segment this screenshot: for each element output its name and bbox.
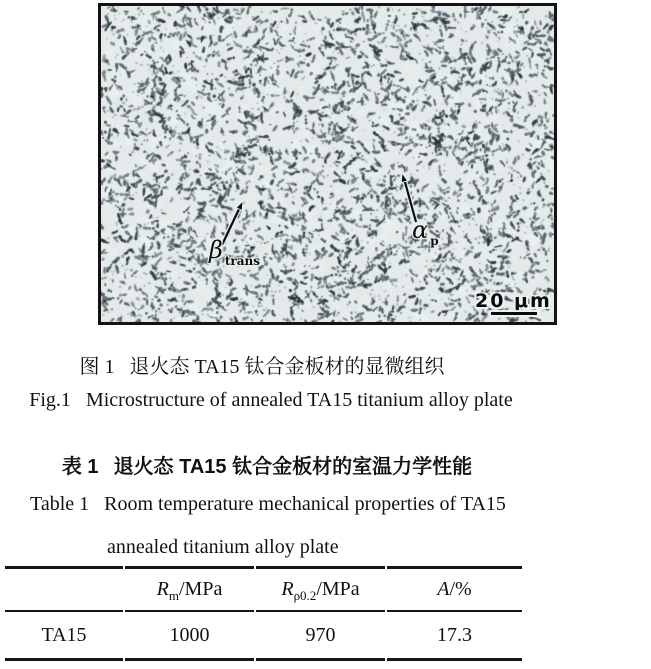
rp02-symbol: R [281, 578, 294, 600]
scale-bar-label: 20 μm [475, 290, 552, 312]
a-symbol: A [437, 578, 450, 600]
figure-caption-zh [0, 350, 524, 379]
col-header-empty [5, 566, 123, 612]
table-caption-en-line1-text: Room temperature mechanical properties of TA15 [104, 493, 506, 515]
rm-subscript: m [168, 588, 179, 603]
figure-caption-en [0, 389, 542, 412]
figure-number-zh: 图 1 [79, 356, 115, 378]
scale-bar [491, 312, 537, 315]
annotation-arrows [101, 6, 554, 322]
table-header-row [5, 566, 522, 612]
alpha-subscript: p [430, 234, 439, 248]
col-header-rm [125, 566, 254, 612]
alpha-p-label [412, 218, 439, 248]
table-row [5, 612, 522, 661]
table-caption-zh [0, 450, 534, 479]
rm-symbol: R [156, 578, 169, 600]
table-number-en: Table 1 [30, 493, 90, 515]
rp02-unit: /MPa [316, 578, 360, 600]
properties-table [3, 566, 524, 661]
figure-caption-zh-text: 退火态 TA15 钛合金板材的显微组织 [129, 356, 445, 378]
micrograph-figure [98, 3, 557, 325]
a-unit: /% [449, 578, 472, 600]
col-header-rp02 [256, 566, 385, 612]
table-caption-en-line2: annealed titanium alloy plate [107, 536, 339, 558]
table-caption-zh-text: 退火态 TA15 钛合金板材的室温力学性能 [113, 456, 473, 478]
rp02-subscript: ρ0.2 [293, 588, 317, 603]
beta-glyph: β [209, 236, 223, 264]
a-value-cell: 17.3 [387, 612, 522, 661]
table-number-zh: 表 1 [61, 456, 99, 478]
table-caption-en-line1 [30, 493, 530, 516]
beta-trans-label [209, 238, 260, 268]
table-caption-en [30, 493, 530, 559]
rm-value-cell: 1000 [125, 612, 254, 661]
alloy-name-cell: TA15 [5, 612, 123, 661]
figure-number-en: Fig.1 [29, 389, 71, 411]
rp02-value-cell: 970 [256, 612, 385, 661]
beta-subscript: trans [224, 254, 260, 268]
rm-unit: /MPa [179, 578, 223, 600]
figure-caption-en-text: Microstructure of annealed TA15 titanium alloy plate [85, 389, 513, 411]
col-header-a [387, 566, 522, 612]
alpha-glyph: α [412, 216, 429, 244]
